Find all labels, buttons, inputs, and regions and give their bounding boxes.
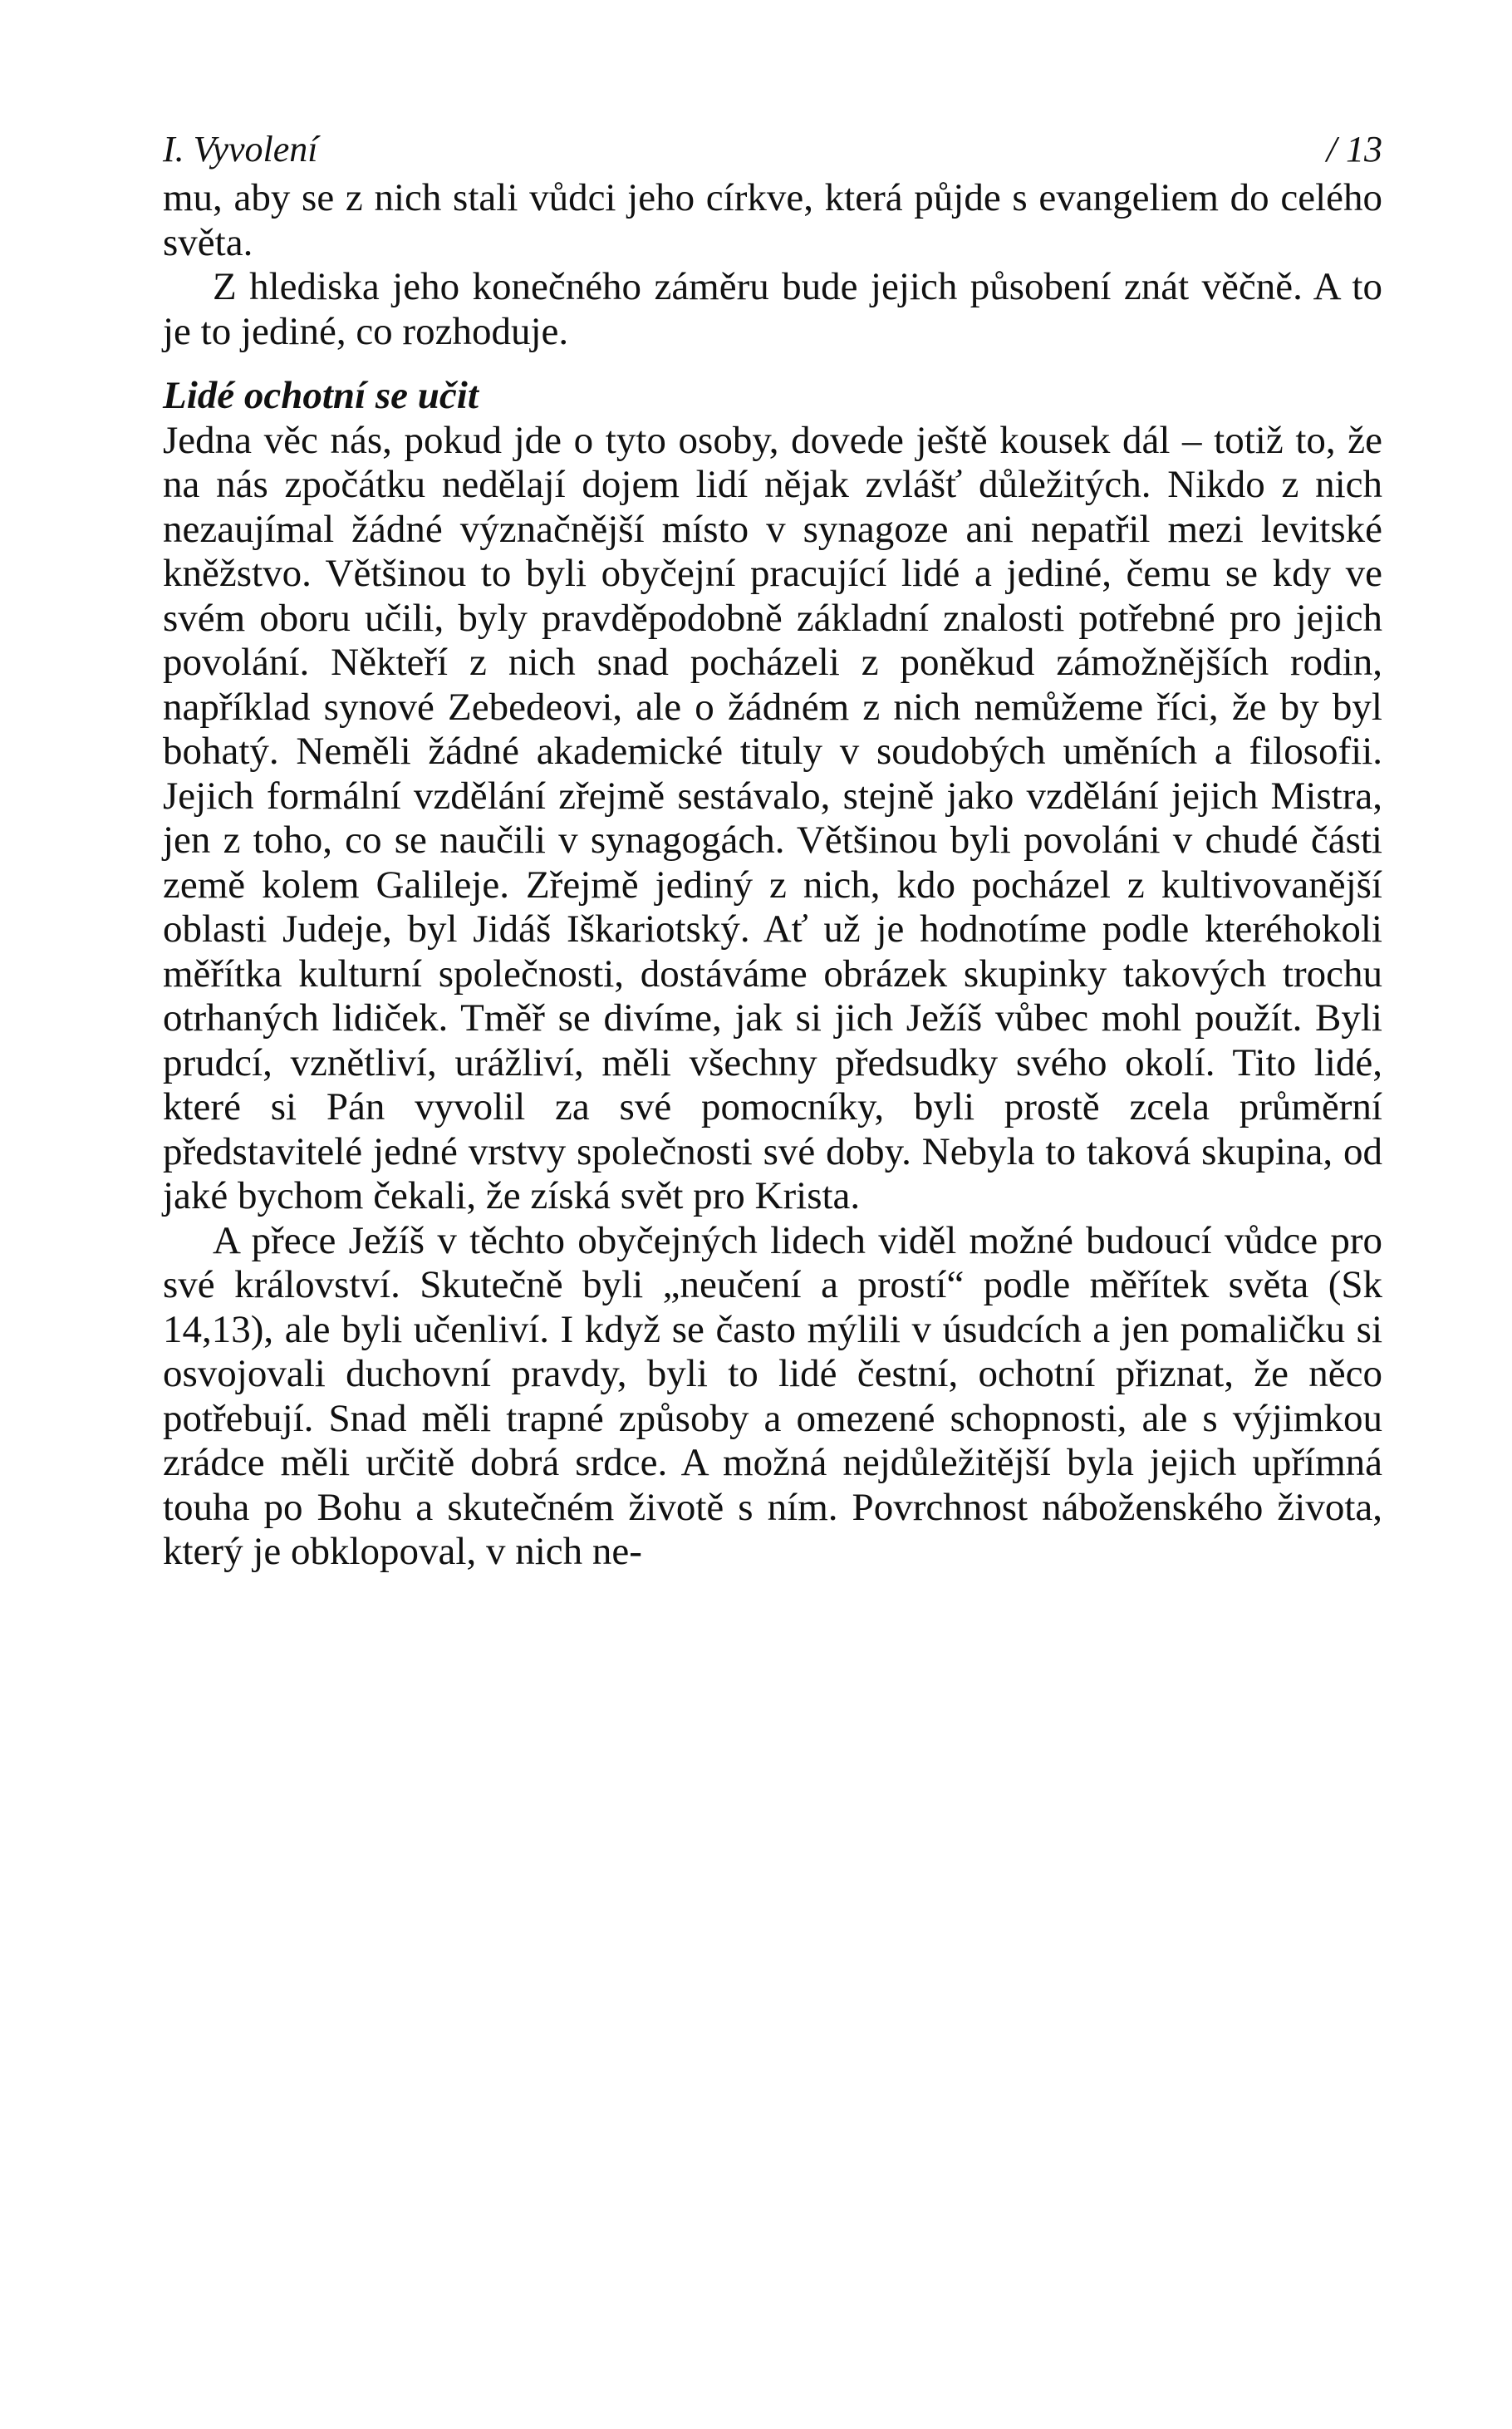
paragraph: A přece Ježíš v těchto obyčejných lidech viděl možné budoucí vůdce pro své království. Skutečně byli „neučení a prostí“ podle měřítek světa (Sk 14,13), ale byli učenliví. I když se často mýlili v úsudcích a jen pomaličku si osvojovali duchovní pravdy, byli to lidé čestní, ochotní přiznat, že něco potřebují. Snad měli trapné způsoby a omezené schopnosti, ale s výjimkou zrádce měli určitě dobrá srdce. A možná nejdůležitější byla jejich upřímná touha po Bohu a skutečném životě s ním. Povrchnost náboženského života, který je obklopoval, v nich ne- [163, 1218, 1382, 1573]
section-heading: Lidé ochotní se učit [163, 374, 479, 417]
running-head [163, 125, 1382, 175]
chapter-title: I. Vyvolení [163, 129, 318, 170]
body-text [163, 176, 1382, 1575]
paragraph: Jedna věc nás, pokud jde o tyto osoby, dovede ještě kousek dál – totiž to, že na nás zpočátku nedělají dojem lidí nějak zvlášť důležitých. Nikdo z nich nezaujímal žádné význačnější místo v synagoze ani nepatřil mezi levitské kněžstvo. Většinou to byli obyčejní pracující lidé a jediné, čemu se kdy ve svém oboru učili, byly pravděpodobně základní znalosti potřebné pro jejich povolání. Někteří z nich snad pocházeli z poněkud zámožnějších rodin, například synové Zebedeovi, ale o žádném z nich nemůžeme říci, že by byl bohatý. Neměli žádné akademické tituly v soudobých uměních a filosofii. Jejich formální vzdělání zřejmě sestávalo, stejně jako vzdělání jejich Mistra, jen z toho, co se naučili v synagogách. Většinou byli povoláni v chudé části země kolem Galileje. Zřejmě jediný z nich, kdo pocházel z kultivovanější oblasti Judeje, byl Jidáš Iškariotský. Ať už je hodnotíme podle kteréhokoli měřítka kulturní společnosti, dostáváme obrázek skupinky takových trochu otrhaných lidiček. Tměř se divíme, jak si jich Ježíš vůbec mohl použít. Byli prudcí, vznětliví, urážliví, měli všechny předsudky svého okolí. Tito lidé, které si Pán vyvolil za své pomocníky, byli prostě zcela průměrní představitelé jedné vrstvy společnosti své doby. Nebyla to taková skupina, od jaké bychom čekali, že získá svět pro Krista. [163, 418, 1382, 1217]
paragraph: Z hlediska jeho konečného záměru bude jejich působení znát věčně. A to je to jediné, co rozhoduje. [163, 265, 1382, 353]
book-page [163, 125, 1382, 1575]
page-number: / 13 [1326, 129, 1382, 170]
paragraph-continuation: mu, aby se z nich stali vůdci jeho církve, která půjde s evangeliem do celého světa. [163, 176, 1382, 264]
